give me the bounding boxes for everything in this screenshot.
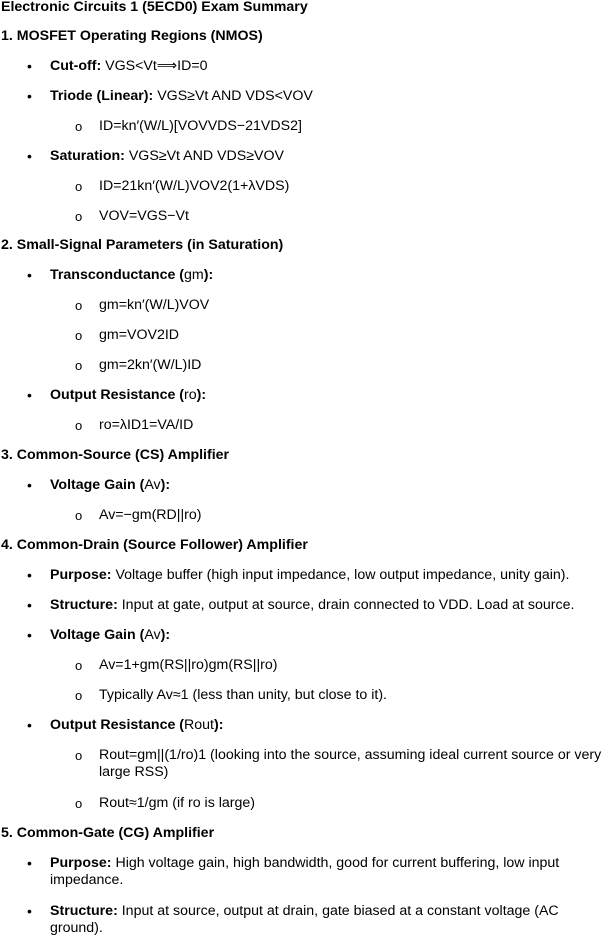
sub-bullet-saturation-eq2: o VOV=VGS−Vt [99,208,605,225]
bullet-symbol: Av [144,627,161,643]
bullet-text: Voltage buffer (high input impedance, low output impedance, unity gain). [111,567,570,583]
sub-bullet-ro-eq1: o ro=λID1=VA/ID [99,417,605,434]
bullet-text: VGS≥Vt AND VDS<VOV [153,88,313,104]
bullet-label: Purpose: [50,855,112,871]
section-heading-3: 3. Common-Source (CS) Amplifier [1,447,230,463]
sub-bullet-gm-eq2: o gm=VOV2ID [99,327,605,344]
bullet-text: High voltage gain, high bandwidth, good for current buffering, low input impedance. [50,855,560,888]
bullet-symbol: Rout [184,717,214,733]
bullet-cutoff [50,58,605,75]
bullet-label: Voltage Gain ( [50,627,145,643]
bullet-label: Cut-off: [50,58,102,74]
bullet-cd-structure [50,597,605,614]
sub-bullet-gm-eq3: o gm=2kn′(W/L)ID [99,357,605,374]
bullet-output-resistance [50,387,605,404]
bullet-label: Structure: [50,597,118,613]
bullet-label-end: ): [160,477,171,493]
bullet-label: Transconductance ( [50,267,185,283]
bullet-cd-rout [50,717,605,734]
bullet-label: Output Resistance ( [50,717,185,733]
bullet-text: Input at source, output at drain, gate biased at a constant voltage (AC ground). [50,903,559,936]
bullet-text: VGS<Vt⟹ID=0 [101,58,208,74]
section-heading-4: 4. Common-Drain (Source Follower) Amplifier [1,537,308,553]
bullet-label: Saturation: [50,148,125,164]
bullet-label-end: ): [213,717,224,733]
bullet-transconductance [50,267,605,284]
bullet-symbol: gm [184,267,204,283]
bullet-label-end: ): [160,627,171,643]
sub-bullet-cd-rout-eq1: o Rout=gm||(1/ro)1 (looking into the source, assuming ideal current source or very large RSS) [99,747,605,781]
bullet-label: Structure: [50,903,118,919]
bullet-symbol: Av [144,477,161,493]
bullet-label: Output Resistance ( [50,387,185,403]
bullet-cd-purpose [50,567,605,584]
sub-bullet-cd-gain-eq2: o Typically Av≈1 (less than unity, but close to it). [99,687,605,704]
bullet-label-end: ): [196,387,207,403]
sub-bullet-saturation-eq1: o ID=21kn′(W/L)VOV2(1+λVDS) [99,178,605,195]
bullet-symbol: ro [184,387,197,403]
bullet-cg-purpose [50,855,605,889]
section-heading-1: 1. MOSFET Operating Regions (NMOS) [1,28,263,44]
bullet-text: VGS≥Vt AND VDS≥VOV [124,148,284,164]
bullet-cd-gain [50,627,605,644]
sub-bullet-cd-rout-eq2: o Rout≈1/gm (if ro is large) [99,795,605,812]
section-heading-2: 2. Small-Signal Parameters (in Saturation) [1,237,284,253]
bullet-label: Purpose: [50,567,112,583]
bullet-label: Triode (Linear): [50,88,154,104]
bullet-label-end: ): [203,267,214,283]
bullet-text: Input at gate, output at source, drain connected to VDD. Load at source. [117,597,575,613]
sub-bullet-gm-eq1: o gm=kn′(W/L)VOV [99,297,605,314]
section-heading-5: 5. Common-Gate (CG) Amplifier [1,825,215,841]
sub-bullet-cs-gain-eq: o Av=−gm(RD||ro) [99,507,605,524]
bullet-saturation [50,148,605,165]
bullet-cg-structure [50,903,605,937]
bullet-label: Voltage Gain ( [50,477,145,493]
sub-bullet-cd-gain-eq1: o Av=1+gm(RS||ro)gm(RS||ro) [99,657,605,674]
bullet-triode [50,88,605,105]
document-title: Electronic Circuits 1 (5ECD0) Exam Summary [1,0,308,15]
sub-bullet-triode-eq: o ID=kn′(W/L)[VOVVDS−21VDS2] [99,118,605,135]
bullet-cs-gain [50,477,605,494]
